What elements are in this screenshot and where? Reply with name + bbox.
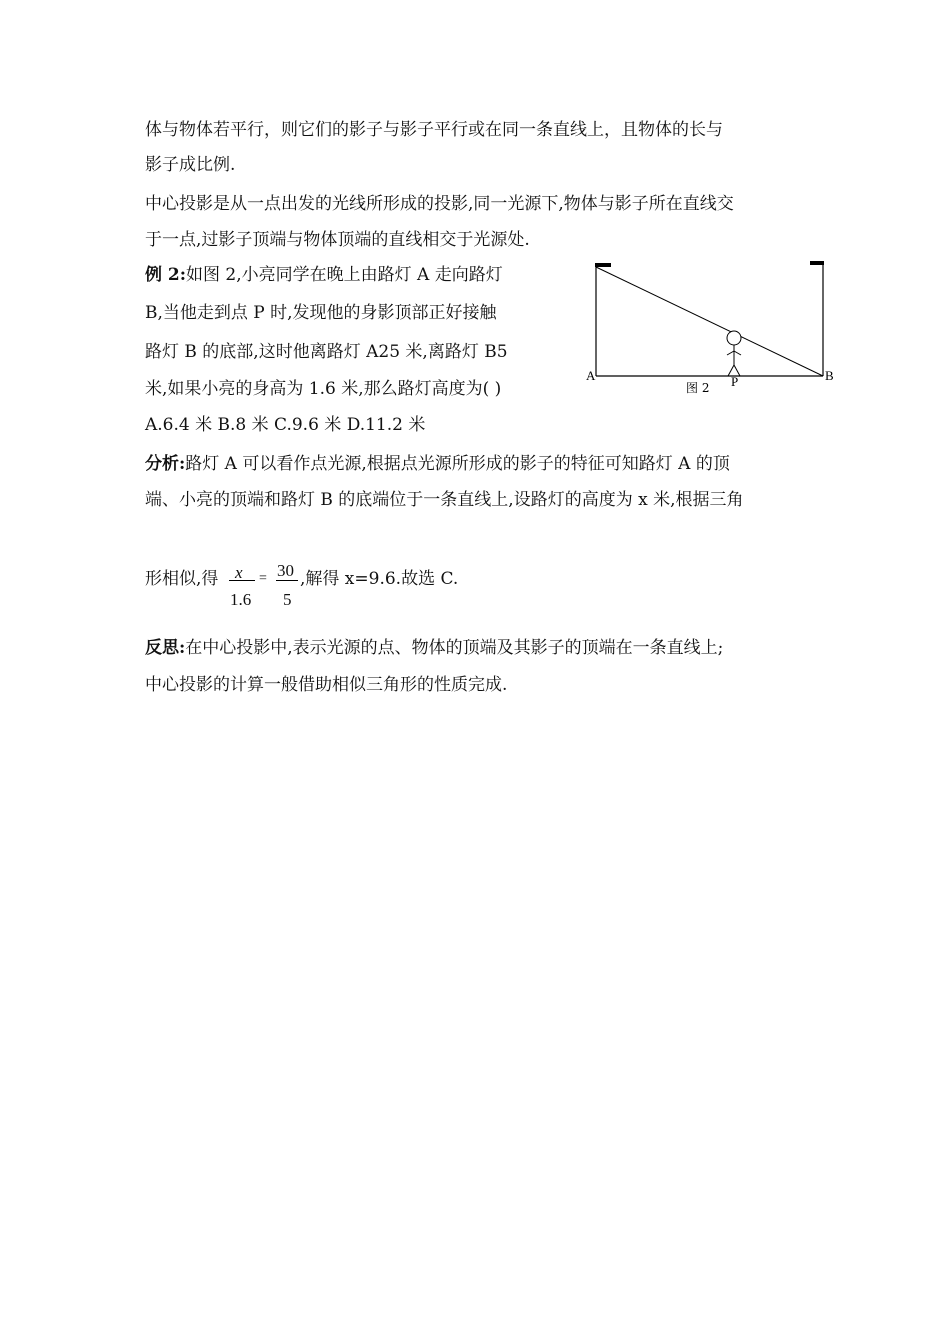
analysis-text: 路灯 A 可以看作点光源,根据点光源所形成的影子的特征可知路灯 A 的顶: [185, 454, 730, 474]
label-a: A: [586, 368, 596, 383]
fraction-1-bar: [229, 580, 255, 581]
person-arm-left: [727, 351, 734, 355]
example-text: 如图 2,小亮同学在晚上由路灯 A 走向路灯: [186, 265, 503, 285]
answer-options: A.6.4 米 B.8 米 C.9.6 米 D.11.2 米: [145, 415, 426, 435]
fraction-2-bar: [276, 580, 298, 581]
fraction-2-numerator: 30: [277, 561, 294, 580]
text-line: [145, 453, 730, 475]
text-line: 米,如果小亮的身高为 1.6 米,那么路灯高度为( ): [145, 379, 502, 399]
text-line: 形相似,得: [145, 569, 219, 589]
figure-2-diagram: [580, 255, 840, 395]
person-arm-right: [734, 351, 741, 355]
text-line: 体与物体若平行，则它们的影子与影子平行或在同一条直线上，且物体的长与: [145, 120, 723, 140]
reflection-label: 反思:: [145, 638, 186, 658]
light-ray: [596, 267, 823, 376]
analysis-label: 分析:: [145, 454, 186, 474]
person-xiaoliang: [727, 331, 741, 376]
text-line: 中心投影是从一点出发的光线所形成的投影,同一光源下,物体与影子所在直线交: [145, 194, 734, 214]
text-line: ,解得 x=9.6.故选 C.: [300, 569, 459, 589]
label-p: P: [731, 374, 739, 389]
text-line: [145, 264, 503, 286]
label-b: B: [825, 368, 834, 383]
fraction-1-numerator: x: [235, 563, 243, 582]
text-line: 中心投影的计算一般借助相似三角形的性质完成.: [145, 675, 508, 695]
example-label: 例 2:: [145, 265, 187, 285]
text-line: 于一点,过影子顶端与物体顶端的直线相交于光源处.: [145, 230, 530, 250]
fraction-1-denominator: 1.6: [230, 590, 252, 609]
text-line: B,当他走到点 P 时,发现他的身影顶部正好接触: [145, 303, 497, 323]
figure-caption: 图 2: [686, 381, 710, 395]
reflection-text: 在中心投影中,表示光源的点、物体的顶端及其影子的顶端在一条直线上;: [185, 638, 724, 658]
text-line: [145, 637, 723, 659]
lamp-head-b: [810, 261, 824, 265]
person-head: [727, 331, 741, 345]
fraction-2-denominator: 5: [283, 590, 292, 609]
text-line: 端、小亮的顶端和路灯 B 的底端位于一条直线上,设路灯的高度为 x 米,根据三角: [145, 490, 744, 510]
text-line: 影子成比例.: [145, 155, 236, 175]
lamp-head-a: [595, 263, 611, 267]
text-line: 路灯 B 的底部,这时他离路灯 A25 米,离路灯 B5: [145, 342, 508, 362]
equals-sign: =: [259, 571, 267, 586]
